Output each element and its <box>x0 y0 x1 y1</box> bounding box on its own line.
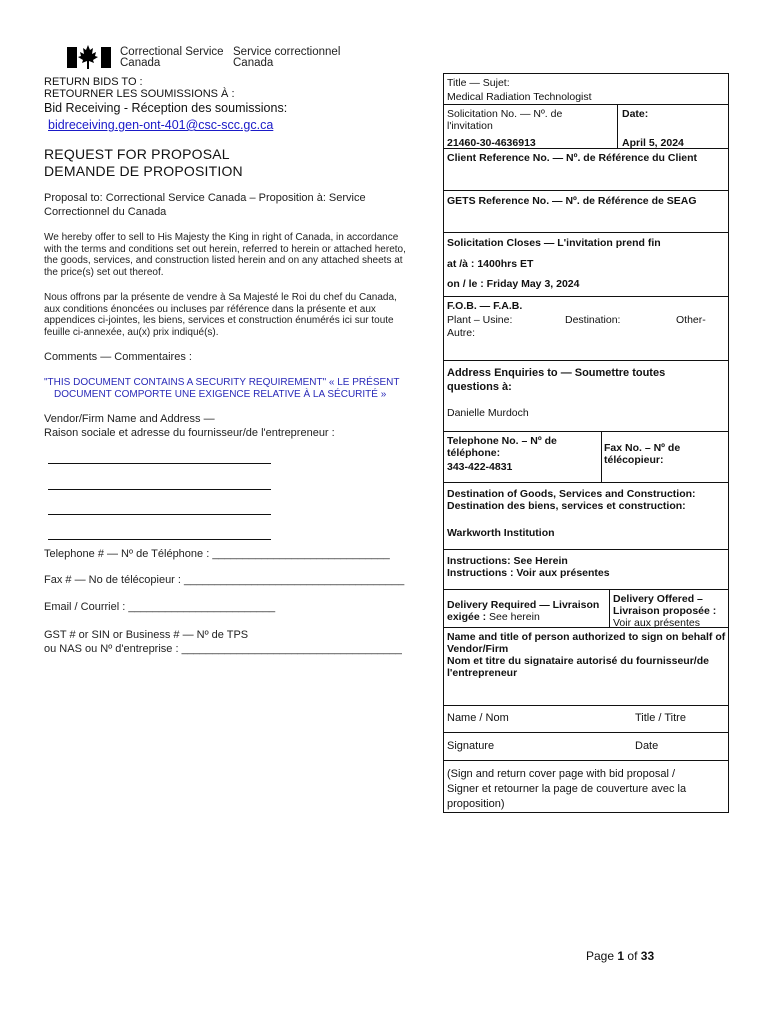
telephone-label <box>447 435 557 459</box>
dept-en-line-2: Canada <box>120 57 161 69</box>
offer-fr-line: feuille ci-annexée, au(x) prix indiqué(s). <box>44 326 219 338</box>
divider <box>443 431 728 432</box>
instructions-fr: Instructions : Voir aux présentes <box>447 567 610 579</box>
date-value: April 5, 2024 <box>622 137 684 149</box>
bid-receiving-email-link[interactable]: bidreceiving.gen-ont-401@csc-scc.gc.ca <box>48 118 274 132</box>
gst-label-1: GST # or SIN or Business # — Nº de TPS <box>44 629 249 641</box>
authorized-line-4: l'entrepreneur <box>447 667 518 679</box>
proposal-to <box>44 191 424 219</box>
enquiries-line-1: Address Enquiries to — Soumettre toutes <box>447 367 666 379</box>
signature-date-field[interactable]: Date <box>635 740 659 752</box>
page-number <box>586 949 654 963</box>
delivery-offered-label: Delivery Offered – <box>613 593 703 605</box>
solicitation-label-line-2: l'invitation <box>447 120 493 132</box>
flag-bar-left <box>67 47 77 68</box>
tel-label-line-2: téléphone: <box>447 447 501 459</box>
title-fr: DEMANDE DE PROPOSITION <box>44 163 243 179</box>
divider <box>443 190 728 191</box>
maple-leaf-icon <box>78 45 98 69</box>
date-label: Date: <box>622 108 649 120</box>
plant-label: Plant – Usine: <box>447 314 513 326</box>
divider-vertical <box>617 104 618 148</box>
vendor-address-line-2[interactable] <box>48 489 271 490</box>
telephone-field[interactable]: Telephone # — Nº de Téléphone : _____________________________ <box>44 548 390 560</box>
destination-goods-label <box>447 488 696 512</box>
fax-label-line-2: télécopieur: <box>604 454 664 466</box>
fob-other-label: Other- <box>676 314 706 326</box>
divider <box>443 589 728 590</box>
bid-receiving-label: Bid Receiving - Réception des soumissions: <box>44 101 288 115</box>
divider <box>443 705 728 706</box>
security-line-2: DOCUMENT COMPORTE UNE EXIGENCE RELATIVE À LA SÉCURITÉ » <box>54 389 387 400</box>
return-bids-en: RETURN BIDS TO : <box>44 76 143 88</box>
dept-fr-line-2: Canada <box>233 57 274 69</box>
title-label: Title — Sujet: <box>447 77 510 89</box>
return-bids-block <box>44 76 235 100</box>
fob-destination-label: Destination: <box>565 314 621 326</box>
delivery-required-label: Delivery Required — Livraison <box>447 599 600 611</box>
sign-note-line-3: proposition) <box>447 798 505 810</box>
divider <box>443 360 728 361</box>
offer-text-fr <box>44 292 397 338</box>
delivery-offered-value: Voir aux présentes <box>613 617 700 629</box>
gets-reference-label: GETS Reference No. — Nº. de Référence de SEAG <box>447 195 697 207</box>
offer-fr-line: aux conditions énoncées ou incluses par référence dans la présente et aux <box>44 303 376 315</box>
destination-goods-en: Destination of Goods, Services and Construction: <box>447 488 696 500</box>
delivery-required-label-fr: exigée : <box>447 611 487 623</box>
destination-value: Warkworth Institution <box>447 527 555 539</box>
fob-label: F.O.B. — F.A.B. <box>447 300 523 312</box>
authorized-signatory-label <box>447 631 725 679</box>
page-total: 33 <box>640 949 655 963</box>
department-name-fr <box>233 47 340 69</box>
vendor-name-label <box>44 412 335 440</box>
name-field[interactable]: Name / Nom <box>447 712 509 724</box>
signature-field[interactable]: Signature <box>447 740 495 752</box>
vendor-label-fr: Raison sociale et adresse du fournisseur/de l'entrepreneur : <box>44 427 335 439</box>
client-reference-label: Client Reference No. — Nº. de Référence du Client <box>447 152 698 164</box>
offer-fr-line: appendices ci-jointes, les biens, services et construction énumérés ici sur toute <box>44 315 394 326</box>
vendor-address-line-1[interactable] <box>48 463 271 464</box>
authorized-line-1: Name and title of person authorized to sign on behalf of <box>447 631 726 643</box>
destination-goods-fr: Destination des biens, services et construction: <box>447 500 686 512</box>
closing-date: on / le : Friday May 3, 2024 <box>447 278 580 290</box>
page-title <box>44 146 243 180</box>
fax-label <box>604 442 680 466</box>
proposal-to-line-1: Proposal to: Correctional Service Canada – Proposition à: Service <box>44 192 366 204</box>
flag-bar-right <box>101 47 111 68</box>
instructions-en: Instructions: See Herein <box>447 555 568 567</box>
offer-en-line: with the terms and conditions set out herein, referred to herein or attached hereto, <box>44 243 406 255</box>
gst-label-2: ou NAS ou Nº d'entreprise : ____________________________________ <box>44 643 402 655</box>
vendor-address-line-4[interactable] <box>48 539 271 540</box>
proposal-to-line-2: Correctionnel du Canada <box>44 206 167 218</box>
instructions <box>447 555 610 579</box>
gst-field[interactable] <box>44 628 402 656</box>
fax-field[interactable]: Fax # — No de télécopieur : ____________________________________ <box>44 574 405 586</box>
department-name-en <box>120 47 224 69</box>
authorized-line-2: Vendor/Firm <box>447 643 509 655</box>
page-of: of <box>627 949 638 963</box>
solicitation-no-label <box>447 108 562 132</box>
offer-en-line: We hereby offer to sell to His Majesty the King in right of Canada, in accordance <box>44 232 399 243</box>
dept-fr-line-1: Service correctionnel <box>233 46 341 58</box>
security-requirement-notice <box>44 377 400 401</box>
fob-autre-label: Autre: <box>447 327 476 339</box>
title-value: Medical Radiation Technologist <box>447 91 592 103</box>
divider <box>443 296 728 297</box>
telephone-value: 343-422-4831 <box>447 461 513 473</box>
vendor-address-line-3[interactable] <box>48 514 271 515</box>
return-bids-fr: RETOURNER LES SOUMISSIONS À : <box>44 88 235 100</box>
offer-en-line: the price(s) set out thereof. <box>44 266 164 278</box>
solicitation-label-line-1: Solicitation No. — Nº. de <box>447 108 563 120</box>
offer-en-line: the goods, services, and construction listed herein and on any attached sheets at <box>44 255 403 266</box>
vendor-label-en: Vendor/Firm Name and Address — <box>44 413 215 425</box>
authorized-line-3: Nom et titre du signataire autorisé du fournisseur/de <box>447 655 709 667</box>
divider <box>443 549 728 550</box>
sign-return-note <box>447 767 686 812</box>
security-line-1: "THIS DOCUMENT CONTAINS A SECURITY REQUIREMENT" « LE PRÉSENT <box>44 377 400 388</box>
contact-name: Danielle Murdoch <box>447 407 529 419</box>
delivery-offered <box>613 593 716 629</box>
solicitation-closes-label: Solicitation Closes — L'invitation prend fin <box>447 237 661 249</box>
divider <box>443 732 728 733</box>
divider <box>443 104 728 105</box>
page-prefix: Page <box>586 949 615 963</box>
divider-vertical <box>609 589 610 627</box>
delivery-required-value: See herein <box>489 611 540 623</box>
email-field[interactable]: Email / Courriel : ________________________ <box>44 601 276 613</box>
delivery-offered-label-fr: Livraison proposée : <box>613 605 717 617</box>
address-enquiries-label <box>447 366 665 394</box>
dept-en-line-1: Correctional Service <box>120 46 224 58</box>
divider <box>443 760 728 761</box>
closing-time: at /à : 1400hrs ET <box>447 258 534 270</box>
solicitation-no-value: 21460-30-4636913 <box>447 137 536 149</box>
enquiries-line-2: questions à: <box>447 381 512 393</box>
offer-fr-line: Nous offrons par la présente de vendre à Sa Majesté le Roi du chef du Canada, <box>44 292 397 303</box>
comments-label: Comments — Commentaires : <box>44 351 192 363</box>
page-current: 1 <box>617 949 625 963</box>
divider <box>443 232 728 233</box>
sign-note-line-1: (Sign and return cover page with bid proposal / <box>447 768 676 780</box>
divider-vertical <box>601 431 602 482</box>
divider <box>443 482 728 483</box>
sign-note-line-2: Signer et retourner la page de couverture avec la <box>447 783 687 795</box>
offer-text-en <box>44 232 406 278</box>
delivery-required <box>447 599 599 623</box>
title-field[interactable]: Title / Titre <box>635 712 686 724</box>
fax-label-line-1: Fax No. – Nº de <box>604 442 681 454</box>
tel-label-line-1: Telephone No. – Nº de <box>447 435 557 447</box>
title-en: REQUEST FOR PROPOSAL <box>44 146 230 162</box>
